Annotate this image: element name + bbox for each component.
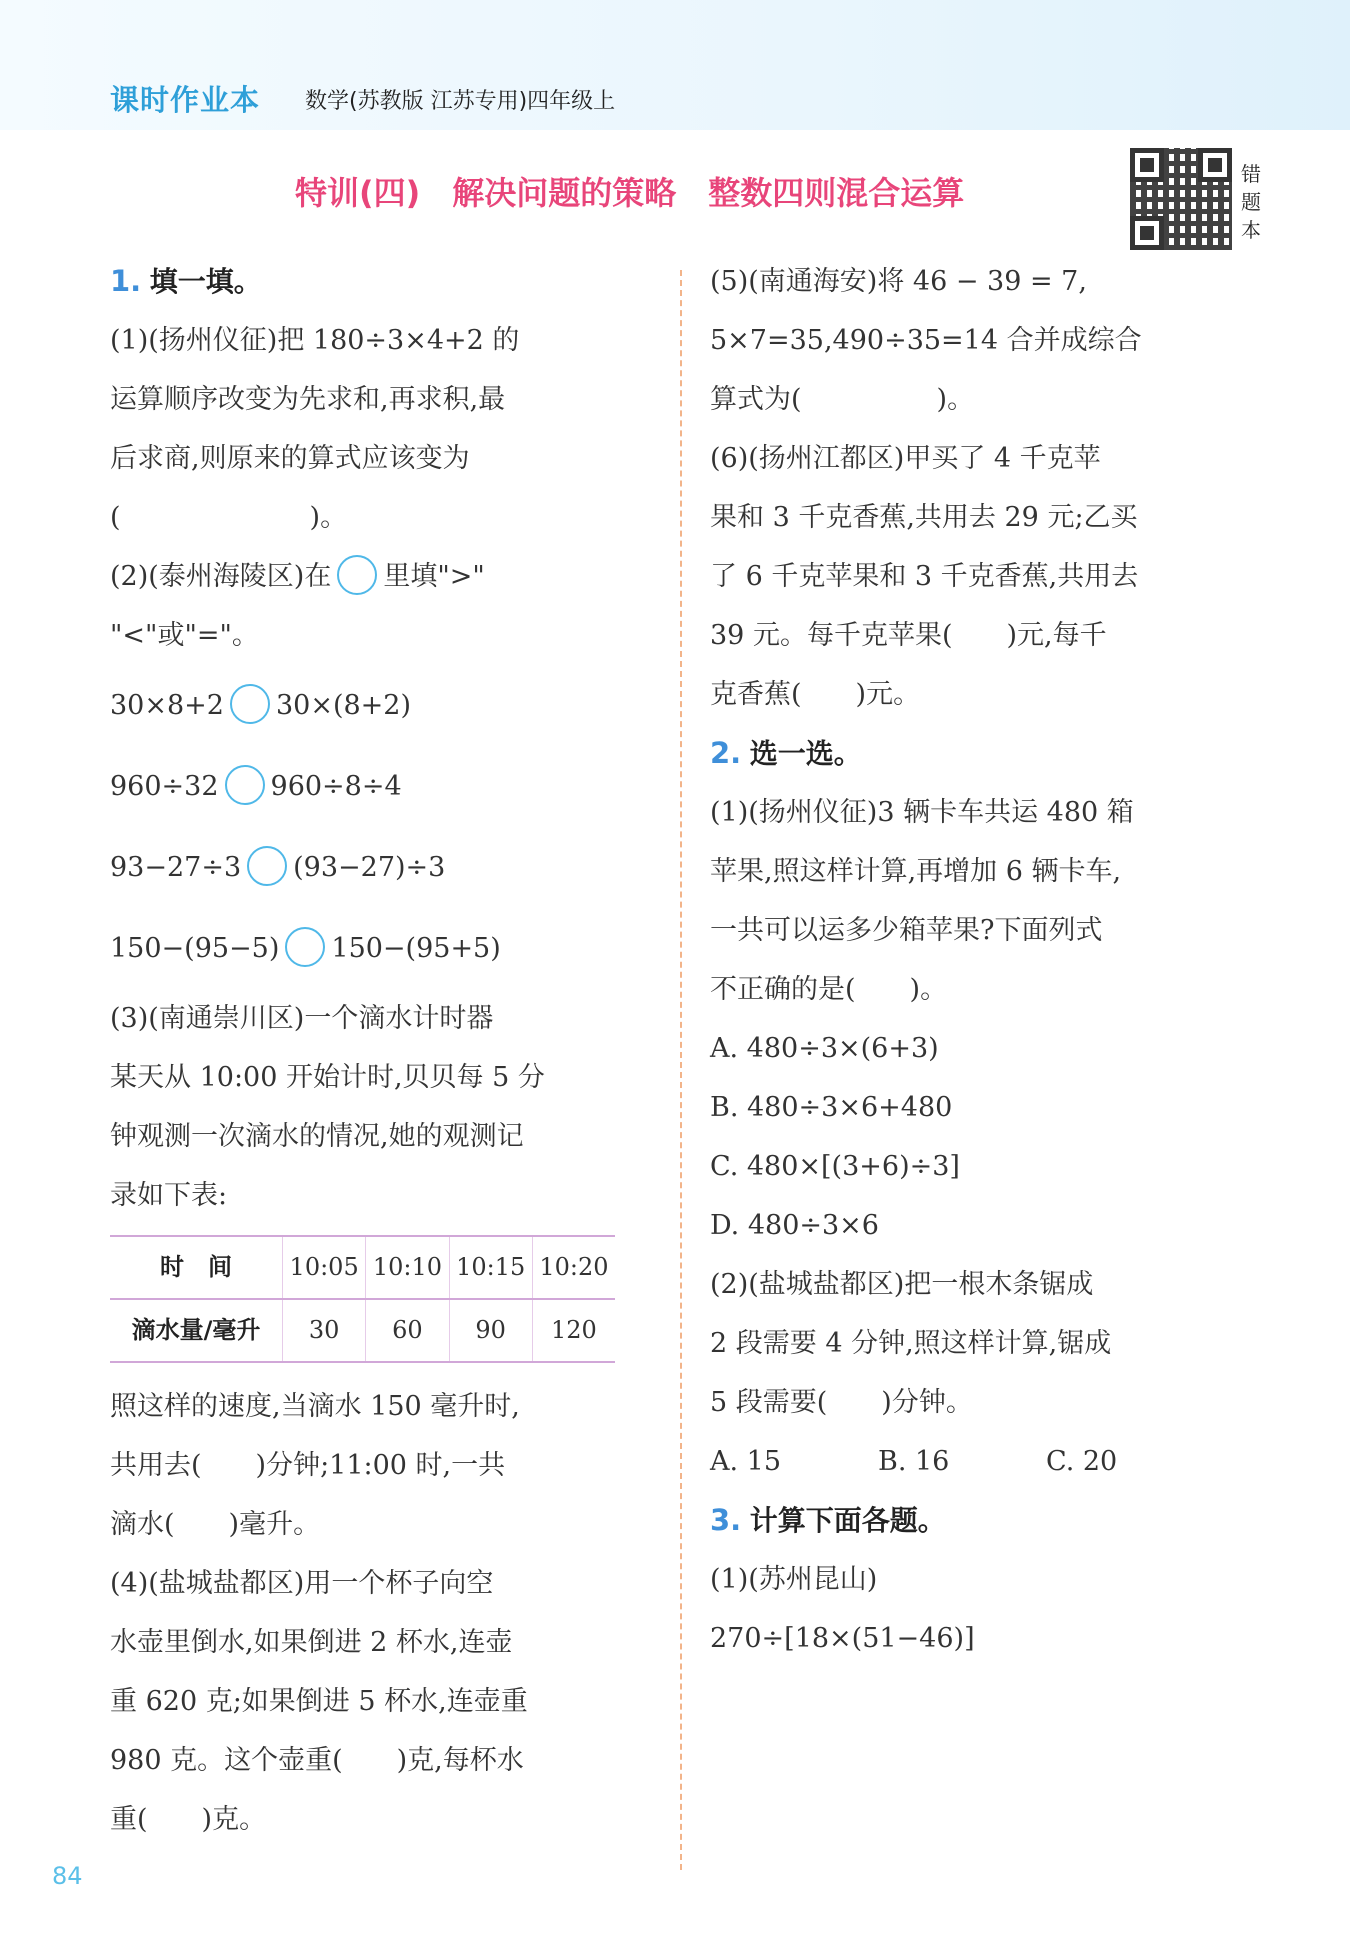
compare-circle-input[interactable] (247, 846, 287, 886)
table-cell: 120 (532, 1299, 615, 1362)
text-line: 果和 3 千克香蕉,共用去 29 元;乙买 (710, 502, 1138, 533)
text-line: (1)(苏州昆山) (710, 1564, 878, 1595)
text-line: 2 段需要 4 分钟,照这样计算,锯成 (710, 1328, 1112, 1359)
column-divider (680, 270, 682, 1870)
choice-option[interactable]: C. 480×[(3+6)÷3] (710, 1151, 960, 1182)
text-line: 照这样的速度,当滴水 150 毫升时, (110, 1391, 520, 1422)
text-line: 运算顺序改变为先求和,再求积,最 (110, 384, 506, 415)
comparison-row: 150−(95−5) 150−(95+5) (110, 908, 660, 989)
answer-blank-line[interactable]: 5 段需要( )分钟。 (710, 1387, 973, 1418)
text-line: (6)(扬州江都区)甲买了 4 千克苹 (710, 443, 1101, 474)
header-subject: 数学(苏教版 江苏专用)四年级上 (305, 89, 616, 114)
header-brand: 课时作业本 (110, 83, 261, 117)
comparison-row: 30×8+2 30×(8+2) (110, 665, 660, 746)
choice-options-row (710, 1432, 1270, 1491)
answer-blank-line[interactable]: 克香蕉( )元。 (710, 679, 921, 710)
text-line: "<"或"="。 (110, 620, 259, 651)
answer-blank-line[interactable]: 算式为( )。 (710, 384, 975, 415)
answer-blank-line[interactable]: 滴水( )毫升。 (110, 1509, 321, 1540)
circle-blank-icon (337, 555, 377, 595)
compare-circle-input[interactable] (225, 765, 265, 805)
table-cell: 30 (283, 1299, 366, 1362)
question-1-heading (110, 252, 660, 311)
question-number: 3. (710, 1503, 742, 1537)
comparison-row: 960÷32 960÷8÷4 (110, 746, 660, 827)
text-line: 后求商,则原来的算式应该变为 (110, 443, 470, 474)
table-cell: 10:15 (449, 1236, 532, 1299)
table-row (110, 1236, 615, 1299)
right-column (710, 252, 1270, 1668)
table-cell: 90 (449, 1299, 532, 1362)
text-line: 水壶里倒水,如果倒进 2 杯水,连壶 (110, 1627, 513, 1658)
text-line: 钟观测一次滴水的情况,她的观测记 (110, 1121, 524, 1152)
drip-data-table (110, 1235, 615, 1363)
qr-code-icon[interactable] (1130, 148, 1232, 250)
left-column (110, 252, 660, 1849)
choice-option[interactable]: B. 480÷3×6+480 (710, 1092, 953, 1123)
text-line: 5×7=35,490÷35=14 合并成综合 (710, 325, 1142, 356)
choice-option[interactable]: C. 20 (1046, 1446, 1118, 1477)
question-title: 计算下面各题。 (749, 1504, 946, 1537)
table-cell: 10:20 (532, 1236, 615, 1299)
compare-circle-input[interactable] (230, 684, 270, 724)
answer-blank-line[interactable]: 980 克。这个壶重( )克,每杯水 (110, 1745, 524, 1776)
text-line: 录如下表: (110, 1180, 228, 1211)
choice-option[interactable]: A. 480÷3×(6+3) (710, 1033, 939, 1064)
question-title: 填一填。 (149, 265, 262, 298)
question-2-heading (710, 724, 1270, 783)
text-line: (1)(扬州仪征)把 180÷3×4+2 的 (110, 325, 520, 356)
answer-blank-line[interactable]: 39 元。每千克苹果( )元,每千 (710, 620, 1107, 651)
text-line: 某天从 10:00 开始计时,贝贝每 5 分 (110, 1062, 545, 1093)
answer-blank-line[interactable]: 不正确的是( )。 (710, 974, 948, 1005)
text-line: 一共可以运多少箱苹果?下面列式 (710, 915, 1103, 946)
table-cell: 10:10 (366, 1236, 449, 1299)
text-line: (2)(盐城盐都区)把一根木条锯成 (710, 1269, 1094, 1300)
question-title: 选一选。 (749, 737, 862, 770)
text-line: (3)(南通崇川区)一个滴水计时器 (110, 1003, 494, 1034)
choice-option[interactable]: B. 16 (878, 1446, 950, 1477)
text-line: (4)(盐城盐都区)用一个杯子向空 (110, 1568, 494, 1599)
text-line: (2)(泰州海陵区)在 里填">" (110, 547, 660, 606)
qr-label: 错 题 本 (1241, 162, 1261, 242)
text-line: (5)(南通海安)将 46 − 39 = 7, (710, 266, 1087, 297)
text-line: (1)(扬州仪征)3 辆卡车共运 480 箱 (710, 797, 1134, 828)
question-3-heading (710, 1491, 1270, 1550)
table-row (110, 1299, 615, 1362)
expression-line: 270÷[18×(51−46)] (710, 1623, 975, 1654)
table-cell: 10:05 (283, 1236, 366, 1299)
compare-circle-input[interactable] (285, 927, 325, 967)
answer-blank-line[interactable]: 重( )克。 (110, 1804, 267, 1835)
answer-blank-line[interactable]: 共用去( )分钟;11:00 时,一共 (110, 1450, 506, 1481)
page-number: 84 (52, 1862, 83, 1890)
choice-option[interactable]: A. 15 (710, 1446, 782, 1477)
text-line: 了 6 千克苹果和 3 千克香蕉,共用去 (710, 561, 1139, 592)
text-line: 苹果,照这样计算,再增加 6 辆卡车, (710, 856, 1122, 887)
table-cell: 60 (366, 1299, 449, 1362)
text-line: 重 620 克;如果倒进 5 杯水,连壶重 (110, 1686, 528, 1717)
choice-option[interactable]: D. 480÷3×6 (710, 1210, 879, 1241)
question-number: 2. (710, 736, 742, 770)
answer-blank-line[interactable]: ( )。 (110, 502, 348, 533)
section-title: 特训(四) 解决问题的策略 整数四则混合运算 (295, 174, 965, 212)
table-header-cell: 时 间 (110, 1236, 283, 1299)
comparison-row: 93−27÷3 (93−27)÷3 (110, 827, 660, 908)
table-header-cell: 滴水量/毫升 (110, 1299, 283, 1362)
question-number: 1. (110, 264, 142, 298)
